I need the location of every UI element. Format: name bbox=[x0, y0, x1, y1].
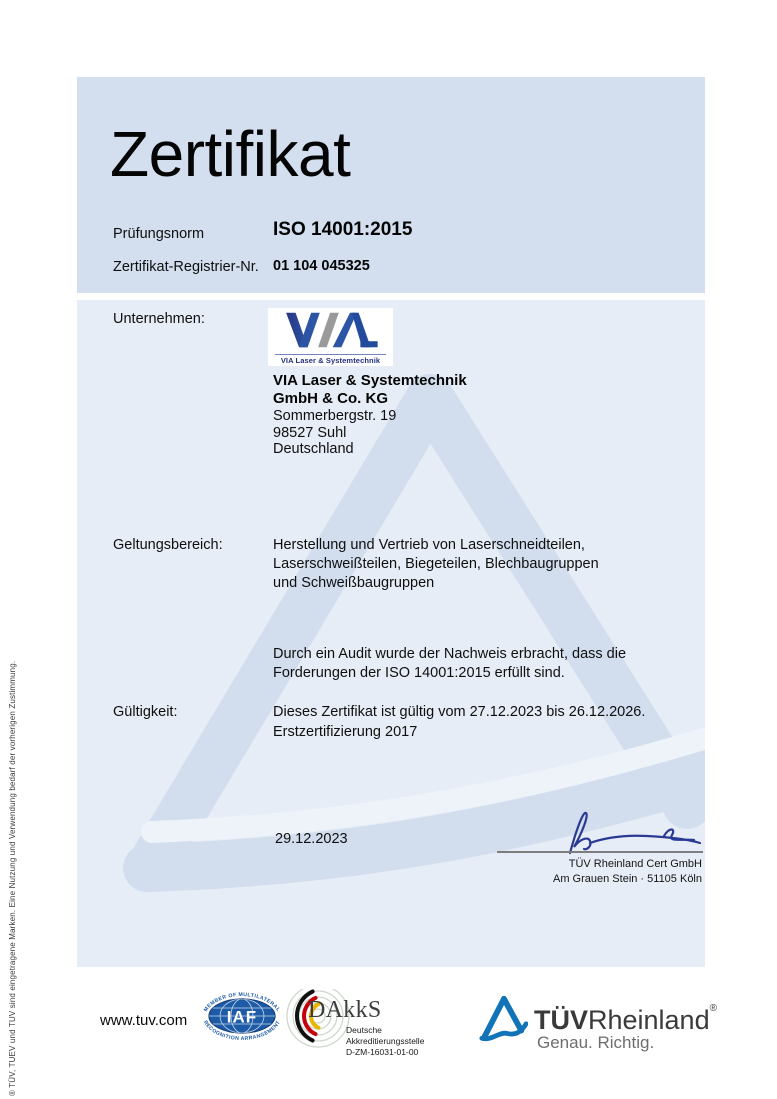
dakks-line: Deutsche bbox=[346, 1025, 382, 1035]
dakks-wordmark: DAkkS bbox=[308, 997, 382, 1023]
validity-label: Gültigkeit: bbox=[113, 704, 178, 720]
audit-line: Forderungen der ISO 14001:2015 erfüllt sind. bbox=[273, 665, 565, 681]
company-name-line: VIA Laser & Systemtechnik bbox=[273, 372, 467, 389]
via-company-logo bbox=[268, 308, 393, 366]
signer-address: Am Grauen Stein · 51105 Köln bbox=[553, 873, 702, 885]
scope-label: Geltungsbereich: bbox=[113, 537, 223, 553]
via-logo-mark-icon bbox=[277, 311, 385, 349]
dakks-line: D-ZM-16031-01-00 bbox=[346, 1047, 419, 1057]
tuv-wordmark-regular: Rheinland bbox=[588, 1005, 710, 1035]
signer-org: TÜV Rheinland Cert GmbH bbox=[568, 858, 702, 870]
dakks-text-lines bbox=[346, 1025, 424, 1058]
scope-line: und Schweißbaugruppen bbox=[273, 575, 435, 591]
dakks-line: Akkreditierungsstelle bbox=[346, 1036, 425, 1046]
iaf-logo-icon bbox=[196, 990, 288, 1042]
signature-icon bbox=[552, 803, 705, 858]
iaf-arc-bottom-text: RECOGNITION ARRANGEMENT bbox=[202, 1019, 282, 1042]
via-logo-rule bbox=[275, 354, 386, 355]
tuv-tagline: Genau. Richtig. bbox=[537, 1033, 655, 1052]
via-logo-caption: VIA Laser & Systemtechnik bbox=[280, 356, 381, 365]
signer-block bbox=[553, 857, 702, 887]
tuv-website: www.tuv.com bbox=[100, 1012, 188, 1029]
certificate-body bbox=[77, 300, 705, 967]
company-address-line: Sommerbergstr. 19 bbox=[273, 408, 397, 424]
tuv-rheinland-wordmark bbox=[534, 1003, 717, 1036]
registration-number-value: 01 104 045325 bbox=[273, 258, 370, 274]
certificate-title: Zertifikat bbox=[110, 118, 351, 190]
validity-line: Erstzertifizierung 2017 bbox=[273, 723, 418, 740]
validity-text bbox=[273, 703, 645, 742]
scope-line: Laserschweißteilen, Biegeteilen, Blechbaugruppen bbox=[273, 556, 599, 572]
trademark-note: ® TÜV, TUEV und TUV sind eingetragene Marken. Eine Nutzung und Verwendung bedarf der vorherigen Zustimmung. bbox=[8, 660, 17, 1096]
scope-text bbox=[273, 536, 599, 593]
registration-number-label: Zertifikat-Registrier-Nr. bbox=[113, 259, 259, 275]
issue-date: 29.12.2023 bbox=[275, 831, 348, 847]
company-block bbox=[273, 372, 467, 458]
tuv-wordmark-bold: TÜV bbox=[534, 1005, 588, 1035]
audit-statement bbox=[273, 645, 626, 683]
company-name-line: GmbH & Co. KG bbox=[273, 390, 388, 407]
iaf-arc-top-text: MEMBER OF MULTILATERAL bbox=[202, 991, 282, 1014]
company-label: Unternehmen: bbox=[113, 311, 205, 327]
audit-line: Durch ein Audit wurde der Nachweis erbracht, dass die bbox=[273, 646, 627, 662]
tuv-rheinland-triangle-icon bbox=[478, 993, 528, 1045]
dakks-logo bbox=[282, 995, 442, 1059]
validity-line: Dieses Zertifikat ist gültig vom 27.12.2023 bis 26.12.2026. bbox=[273, 704, 646, 720]
registered-mark: ® bbox=[709, 1003, 717, 1014]
scope-line: Herstellung und Vertrieb von Laserschneidteilen, bbox=[273, 537, 585, 553]
company-address-line: Deutschland bbox=[273, 441, 354, 457]
iaf-abbr-text: IAF bbox=[226, 1007, 258, 1027]
certificate-header bbox=[77, 77, 705, 293]
standard-label: Prüfungsnorm bbox=[113, 226, 205, 242]
signature-line bbox=[497, 851, 703, 853]
company-address-line: 98527 Suhl bbox=[273, 424, 347, 441]
standard-value: ISO 14001:2015 bbox=[273, 219, 413, 240]
